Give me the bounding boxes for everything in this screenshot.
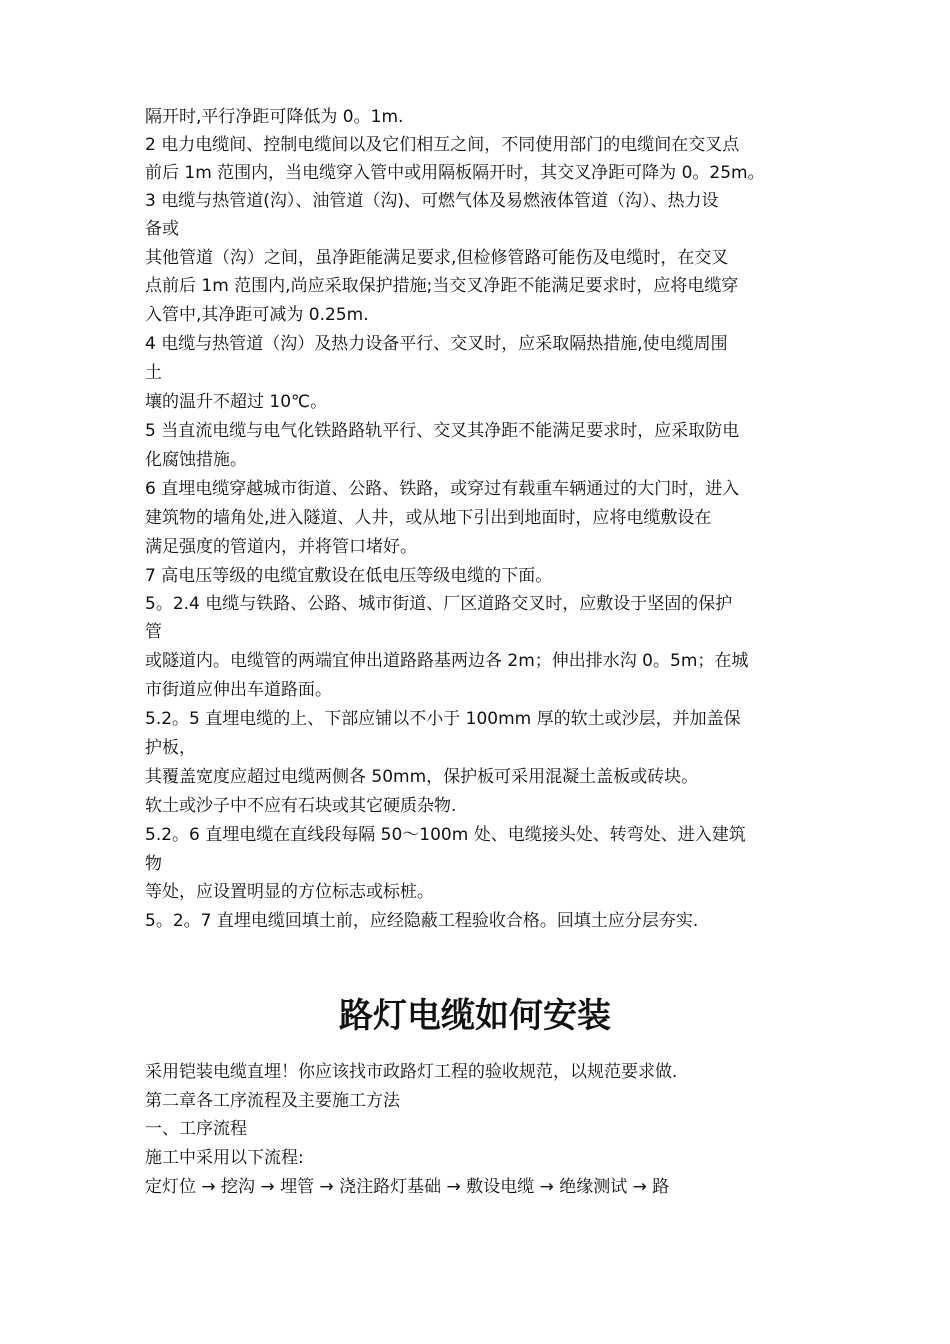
text-line: 建筑物的墙角处,进入隧道、人井，或从地下引出到地面时，应将电缆敷设在	[145, 508, 712, 528]
text-line: 壤的温升不超过 10℃。	[145, 392, 328, 412]
text-line: 点前后 1m 范围内,尚应采取保护措施;当交叉净距不能满足要求时，应将电缆穿	[145, 276, 739, 296]
text-line: 2 电力电缆间、控制电缆间以及它们相互之间，不同使用部门的电缆间在交叉点	[145, 135, 740, 155]
text-line: 5。2.4 电缆与铁路、公路、城市街道、厂区道路交叉时，应敷设于坚固的保护	[145, 594, 733, 614]
section-title: 路灯电缆如何安装	[339, 996, 611, 1036]
text-line: 一、工序流程	[145, 1119, 247, 1139]
text-line: 等处，应设置明显的方位标志或标桩。	[145, 882, 434, 902]
text-line: 物	[145, 854, 162, 874]
text-line: 5 当直流电缆与电气化铁路路轨平行、交叉其净距不能满足要求时，应采取防电	[145, 421, 740, 441]
text-line: 市街道应伸出车道路面。	[145, 680, 332, 700]
text-line: 土	[145, 363, 162, 383]
text-line: 满足强度的管道内，并将管口堵好。	[145, 537, 417, 557]
text-line: 入管中,其净距可减为 0.25m.	[145, 305, 369, 325]
text-line: 前后 1m 范围内，当电缆穿入管中或用隔板隔开时，其交叉净距可降为 0。25m。	[145, 163, 765, 183]
text-line: 其覆盖宽度应超过电缆两侧各 50mm，保护板可采用混凝土盖板或砖块。	[145, 767, 699, 787]
text-line: 其他管道（沟）之间，虽净距能满足要求,但检修管路可能伤及电缆时，在交叉	[145, 248, 729, 268]
text-line: 管	[145, 622, 162, 642]
text-line: 护板，	[145, 738, 196, 758]
text-line: 4 电缆与热管道（沟）及热力设备平行、交叉时，应采取隔热措施,使电缆周围	[145, 334, 728, 354]
text-line: 采用铠装电缆直埋！你应该找市政路灯工程的验收规范，以规范要求做.	[145, 1062, 678, 1082]
text-line: 3 电缆与热管道(沟）、油管道（沟)、可燃气体及易燃液体管道（沟）、热力设	[145, 191, 719, 211]
text-line: 定灯位 → 挖沟 → 埋管 → 浇注路灯基础 → 敷设电缆 → 绝缘测试 → 路	[145, 1177, 670, 1197]
text-line: 5.2。5 直埋电缆的上、下部应铺以不小于 100mm 厚的软土或沙层，并加盖保	[145, 709, 741, 729]
text-line: 软土或沙子中不应有石块或其它硬质杂物.	[145, 796, 457, 816]
text-line: 隔开时,平行净距可降低为 0。1m.	[145, 107, 404, 127]
text-line: 6 直埋电缆穿越城市街道、公路、铁路，或穿过有载重车辆通过的大门时，进入	[145, 479, 740, 499]
text-line: 5。2。7 直埋电缆回填土前，应经隐蔽工程验收合格。回填土应分层夯实.	[145, 911, 699, 931]
text-line: 备或	[145, 219, 179, 239]
text-line: 5.2。6 直埋电缆在直线段每隔 50～100m 处、电缆接头处、转弯处、进入建筑	[145, 825, 746, 845]
text-line: 施工中采用以下流程:	[145, 1148, 304, 1168]
text-line: 第二章各工序流程及主要施工方法	[145, 1091, 400, 1111]
text-line: 或隧道内。电缆管的两端宜伸出道路路基两边各 2m；伸出排水沟 0。5m；在城	[145, 651, 749, 671]
text-line: 化腐蚀措施。	[145, 450, 247, 470]
text-line: 7 高电压等级的电缆宜敷设在低电压等级电缆的下面。	[145, 566, 553, 586]
